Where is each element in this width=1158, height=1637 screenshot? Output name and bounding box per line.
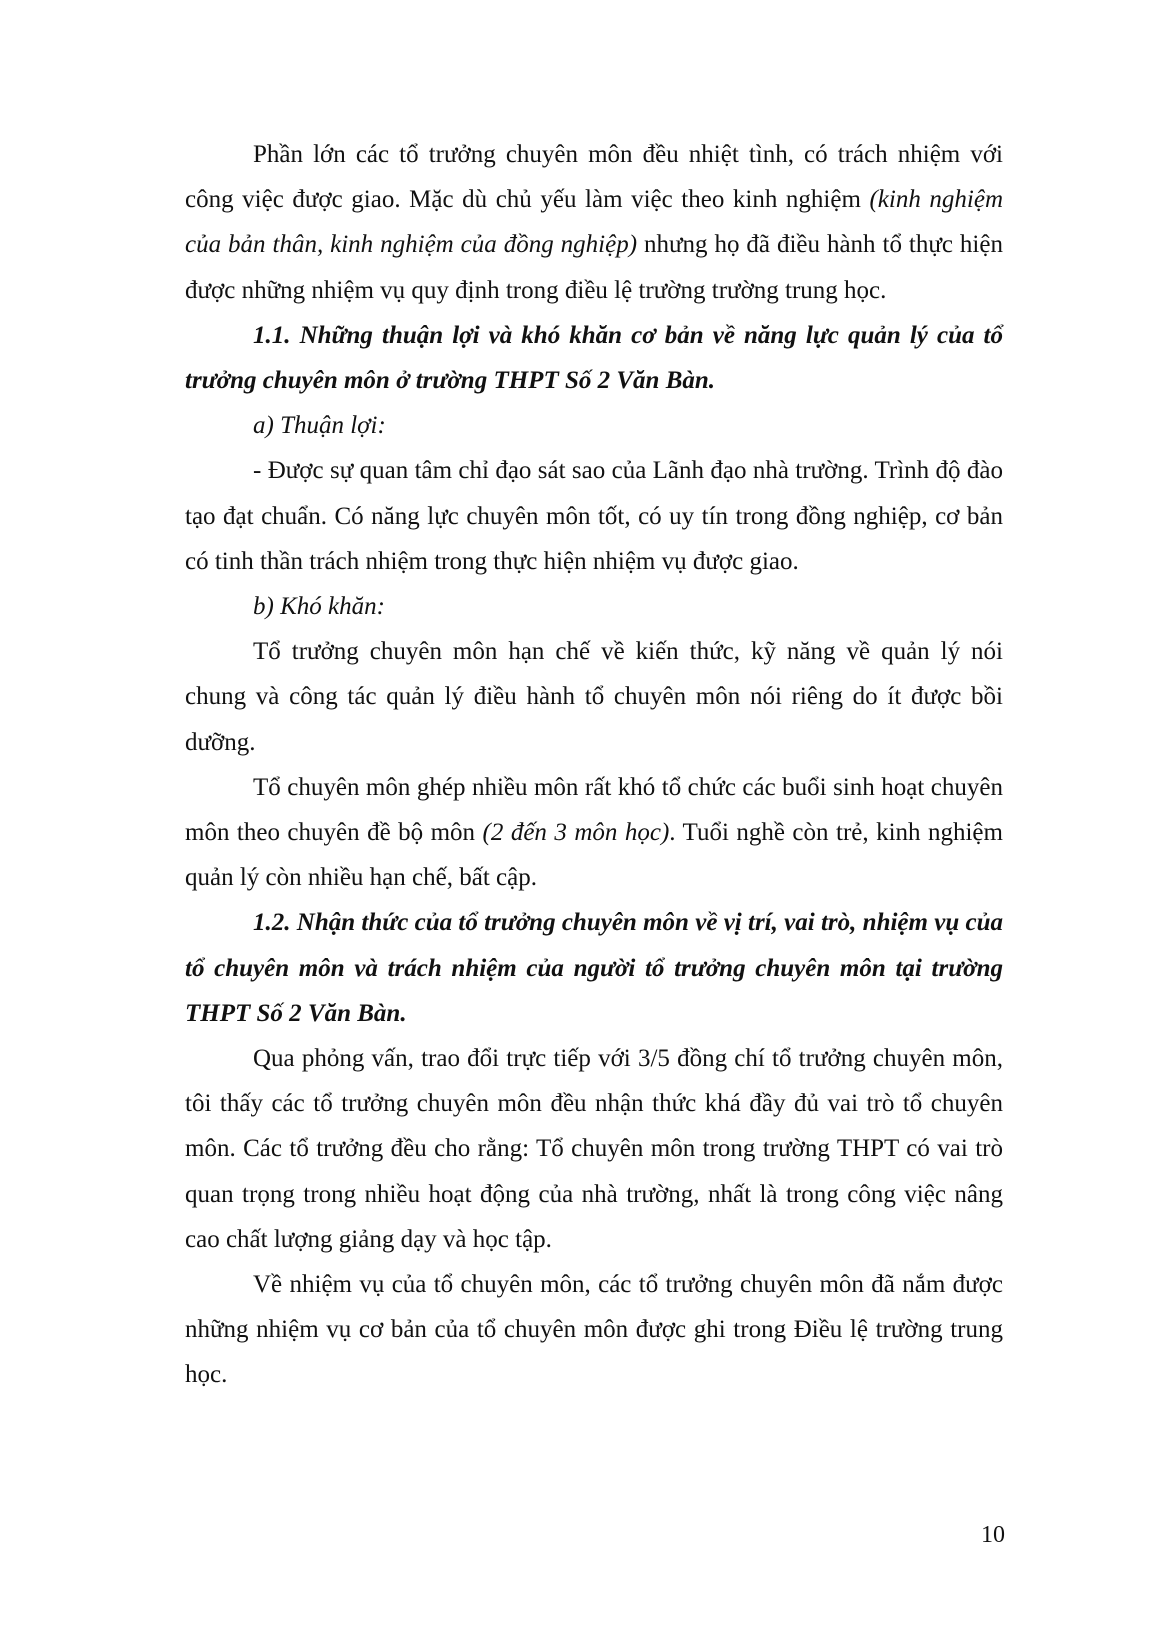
paragraph-intro-text: Phần lớn các tổ trưởng chuyên môn đều nhiệt tình, có trách nhiệm với công việc được giao. Mặc dù chủ yếu làm việc theo kinh nghiệm <box>185 141 1003 214</box>
paragraph-difficulties-2-text-end: . Tuổi nghề còn trẻ, kinh nghiệm quản lý còn nhiều hạn chế, bất cập. <box>185 819 1003 892</box>
paragraph-intro-italic: (kinh nghiệm của bản thân, kinh nghiệm của đồng nghiệp) <box>185 186 1003 259</box>
paragraph-intro <box>185 132 1003 313</box>
paragraph-intro-text-end: nhưng họ đã điều hành tổ thực hiện được những nhiệm vụ quy định trong điều lệ trường trường trung học. <box>185 231 1003 304</box>
section-heading-1-2: 1.2. Nhận thức của tổ trưởng chuyên môn về vị trí, vai trò, nhiệm vụ của tổ chuyên môn và trách nhiệm của người tổ trưởng chuyên môn tại trường THPT Số 2 Văn Bàn. <box>185 909 1003 1027</box>
page-number: 10 <box>981 1522 1005 1548</box>
page-body <box>185 132 1003 1398</box>
paragraph-difficulties-2-text: Tổ chuyên môn ghép nhiều môn rất khó tổ chức các buổi sinh hoạt chuyên môn theo chuyên đề bộ môn <box>185 773 1003 847</box>
subheading-advantages: a) Thuận lợi: <box>253 412 386 440</box>
paragraph-interview: Qua phỏng vấn, trao đổi trực tiếp với 3/5 đồng chí tổ trưởng chuyên môn, tôi thấy các tổ trưởng chuyên môn đều nhận thức khá đầy đủ vai trò tổ chuyên môn. Các tổ trưởng đều cho rằng: Tổ chuyên môn trong trường THPT có vai trò quan trọng trong nhiều hoạt động của nhà trường, nhất là trong công việc nâng cao chất lượng giảng dạy và học tập. <box>185 1045 1003 1253</box>
section-heading-1-1: 1.1. Những thuận lợi và khó khăn cơ bản về năng lực quản lý của tổ trưởng chuyên môn ở trường THPT Số 2 Văn Bàn. <box>185 321 1003 395</box>
subheading-difficulties: b) Khó khăn: <box>253 593 385 621</box>
paragraph-advantages: - Được sự quan tâm chỉ đạo sát sao của Lãnh đạo nhà trường. Trình độ đào tạo đạt chuẩn. Có năng lực chuyên môn tốt, có uy tín trong đồng nghiệp, cơ bản có tinh thần trách nhiệm trong thực hiện nhiệm vụ được giao. <box>185 457 1003 575</box>
paragraph-difficulties-2 <box>185 765 1003 901</box>
paragraph-tasks: Về nhiệm vụ của tổ chuyên môn, các tổ trưởng chuyên môn đã nắm được những nhiệm vụ cơ bản của tổ chuyên môn được ghi trong Điều lệ trường trung học. <box>185 1271 1003 1389</box>
paragraph-difficulties-1: Tổ trưởng chuyên môn hạn chế về kiến thức, kỹ năng về quản lý nói chung và công tác quản lý điều hành tổ chuyên môn nói riêng do ít được bồi dưỡng. <box>185 638 1003 756</box>
paragraph-difficulties-2-italic: (2 đến 3 môn học) <box>482 819 670 847</box>
